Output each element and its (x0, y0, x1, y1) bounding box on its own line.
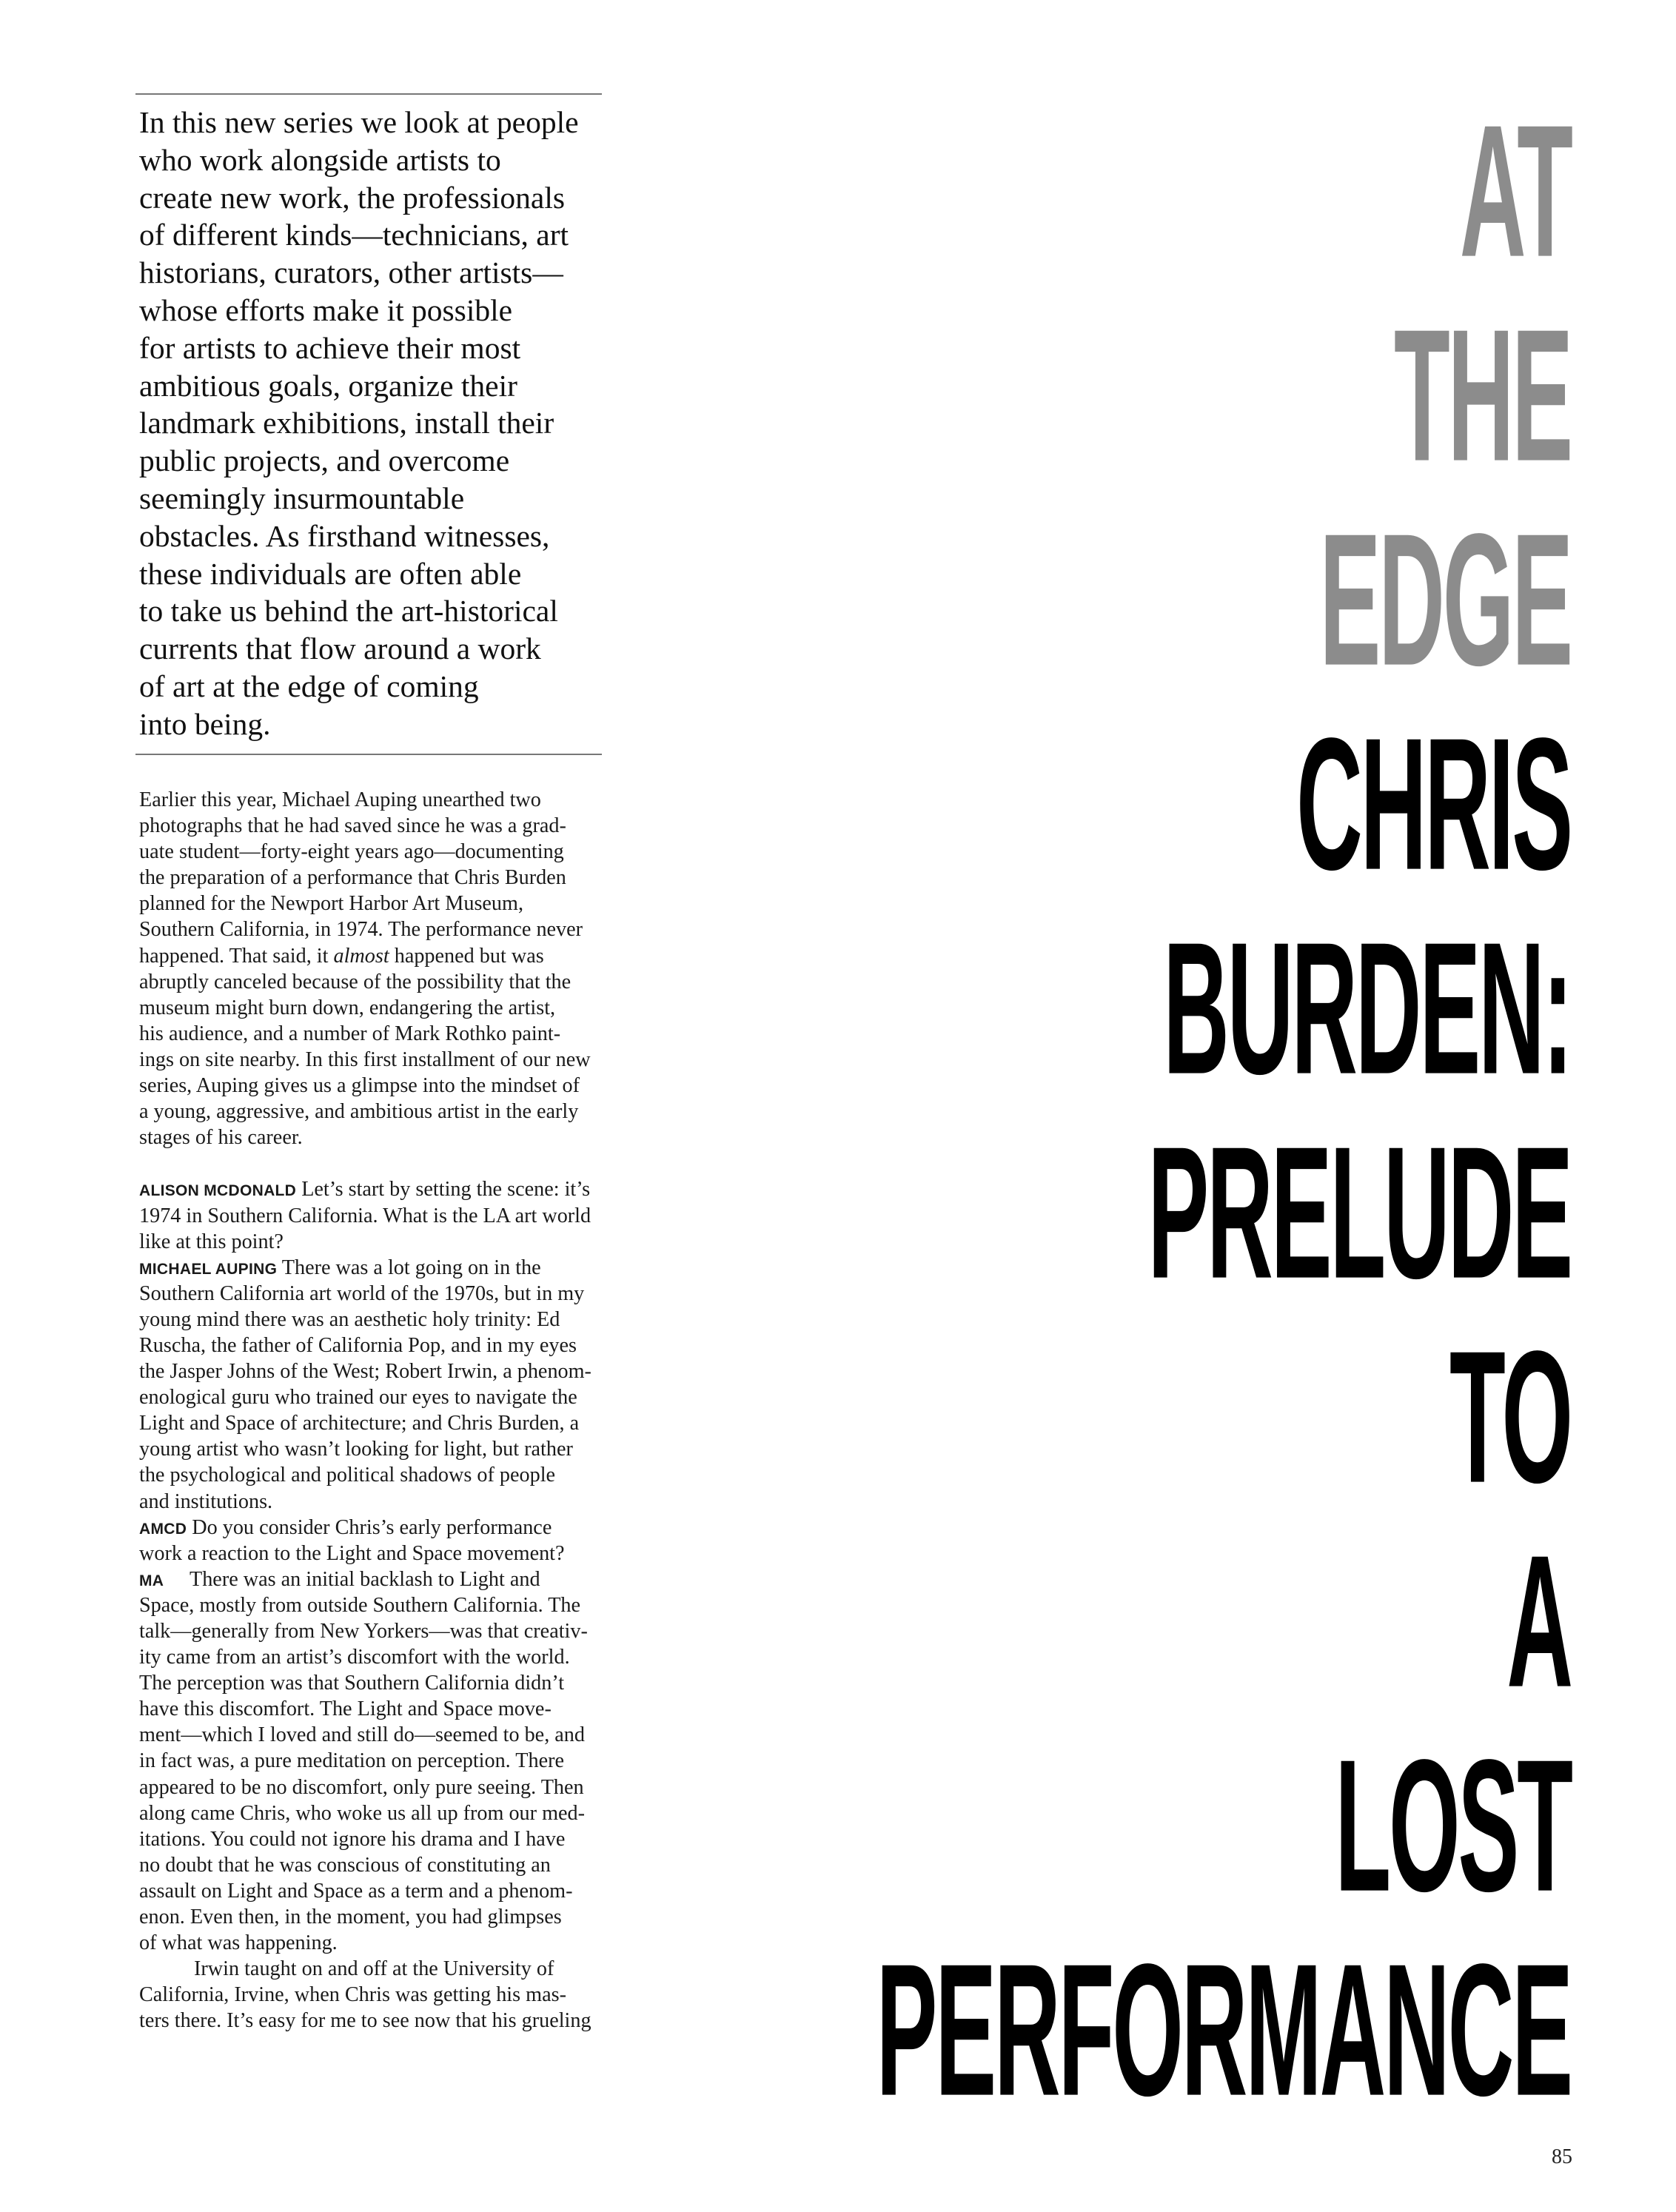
answer-2 (139, 1592, 602, 1956)
top-rule (135, 93, 602, 95)
text-line: abruptly canceled because of the possibility that the (139, 970, 571, 993)
text-line: whose efforts make it possible (139, 292, 513, 327)
headline-line-gray: EDGE (1319, 496, 1571, 706)
text-line: seemingly insurmountable (139, 480, 465, 515)
text-line: enological guru who trained our eyes to navigate the (139, 1386, 577, 1410)
headline-line-black: CHRIS (1296, 700, 1571, 910)
text-line: photographs that he had saved since he was a grad- (139, 814, 566, 838)
text-line: ings on site nearby. In this first installment of our new (139, 1048, 591, 1071)
answer-1 (139, 1281, 602, 1515)
answer-3 (139, 1982, 602, 2034)
text-line: ity came from an artist’s discomfort with the world. (139, 1646, 570, 1669)
text-line: his audience, and a number of Mark Rothko paint- (139, 1022, 561, 1045)
headline-line-gray: AT (1459, 87, 1571, 297)
text-line: the Jasper Johns of the West; Robert Irwin, a phenom- (139, 1360, 591, 1384)
text-line: Ruscha, the father of California Pop, and in my eyes (139, 1333, 577, 1357)
paragraph-intro-cont (139, 969, 602, 1151)
paragraph-intro (139, 787, 602, 943)
question-1 (139, 1203, 602, 1255)
text-line: historians, curators, other artists— (139, 255, 563, 290)
text-line: The perception was that Southern California didn’t (139, 1672, 565, 1695)
text-line: to take us behind the art-historical (139, 594, 558, 629)
text-line: itations. You could not ignore his drama and I have (139, 1827, 566, 1851)
question-2-first-line: AMCD Do you consider Chris’s early performance (139, 1515, 552, 1539)
headline-line-black: TO (1449, 1313, 1571, 1523)
text-line: of art at the edge of coming (139, 668, 479, 703)
headline-line-black: A (1506, 1518, 1571, 1727)
text-line: museum might burn down, endangering the artist, (139, 996, 556, 1019)
question-1-first-line: ALISON MCDONALD Let’s start by setting the scene: it’s (139, 1178, 591, 1201)
answer-1-first-line: MICHAEL AUPING There was a lot going on in the (139, 1256, 541, 1279)
text-line: currents that flow around a work (139, 631, 541, 666)
text-line: California, Irvine, when Chris was getting his mas- (139, 1983, 566, 2007)
text-line: of different kinds—technicians, art (139, 218, 569, 252)
text-line: Southern California, in 1974. The performance never (139, 918, 583, 942)
speaker-label: MA (139, 1572, 164, 1589)
text-line: assault on Light and Space as a term and a phenom- (139, 1879, 573, 1903)
speaker-label: AMCD (139, 1520, 187, 1538)
text-line: these individuals are often able (139, 556, 522, 591)
text-line: ambitious goals, organize their (139, 368, 517, 403)
text-line: along came Chris, who woke us all up from our med- (139, 1801, 585, 1825)
text-line: and institutions. (139, 1489, 273, 1513)
headline-line-black: PRELUDE (1147, 1109, 1571, 1318)
headline-line-black: LOST (1335, 1722, 1571, 1931)
answer-2-first-line: MA There was an initial backlash to Light and (139, 1567, 540, 1591)
headline-line-black: PERFORMANCE (876, 1926, 1571, 2136)
question-2 (139, 1541, 602, 1566)
text-line: Space, mostly from outside Southern California. The (139, 1593, 581, 1617)
text-line: talk—generally from New Yorkers—was that creativ- (139, 1620, 588, 1643)
text-line: planned for the Newport Harbor Art Museum, (139, 892, 523, 916)
text-line: uate student—forty-eight years ago—documenting (139, 840, 564, 864)
text-line: ment—which I loved and still do—seemed to be, and (139, 1723, 585, 1747)
text-line: public projects, and overcome (139, 443, 510, 478)
text-line: appeared to be no discomfort, only pure seeing. Then (139, 1775, 584, 1799)
text-line: In this new series we look at people (139, 105, 579, 139)
section-rule (135, 754, 602, 755)
text-line: happened. That said, it almost happened but was (139, 944, 544, 968)
text-line: Southern California art world of the 1970s, but in my (139, 1281, 585, 1305)
text-line: of what was happening. (139, 1931, 338, 1955)
text-line: stages of his career. (139, 1126, 303, 1150)
text-line: the preparation of a performance that Chris Burden (139, 866, 566, 890)
text-line: ters there. It’s easy for me to see now that his grueling (139, 2009, 591, 2033)
text-line: Light and Space of architecture; and Chris Burden, a (139, 1412, 580, 1435)
text-line: landmark exhibitions, install their (139, 406, 554, 440)
text-line: have this discomfort. The Light and Space move- (139, 1697, 552, 1721)
text-line: who work alongside artists to (139, 142, 501, 177)
page-number: 85 (1552, 2145, 1572, 2168)
text-line: 1974 in Southern California. What is the LA art world (139, 1204, 591, 1227)
text-line: create new work, the professionals (139, 180, 566, 215)
headline-line-gray: THE (1394, 292, 1571, 501)
text-line: young mind there was an aesthetic holy trinity: Ed (139, 1307, 560, 1331)
headline-line-black: BURDEN: (1163, 905, 1571, 1114)
headline (876, 84, 1571, 2136)
intro-text (139, 104, 613, 743)
text-line: work a reaction to the Light and Space movement? (139, 1541, 565, 1565)
text-line: for artists to achieve their most (139, 330, 521, 365)
text-line: obstacles. As firsthand witnesses, (139, 518, 550, 553)
text-line: Earlier this year, Michael Auping unearthed two (139, 788, 541, 811)
text-line: into being. (139, 706, 271, 741)
text-line: a young, aggressive, and ambitious artist in the early (139, 1100, 579, 1124)
text-line: no doubt that he was conscious of constituting an (139, 1853, 551, 1877)
speaker-label: ALISON MCDONALD (139, 1182, 297, 1200)
text-line: series, Auping gives us a glimpse into the mindset of (139, 1074, 580, 1098)
speaker-label: MICHAEL AUPING (139, 1260, 278, 1278)
text-line: young artist who wasn’t looking for light, but rather (139, 1438, 573, 1461)
body-text-column (139, 787, 602, 2034)
text-line: in fact was, a pure meditation on perception. There (139, 1749, 564, 1773)
text-line: enon. Even then, in the moment, you had glimpses (139, 1906, 562, 1929)
text-line: the psychological and political shadows of people (139, 1464, 556, 1487)
answer-3-first-line: Irwin taught on and off at the University of (194, 1957, 554, 1981)
text-line: like at this point? (139, 1230, 284, 1253)
